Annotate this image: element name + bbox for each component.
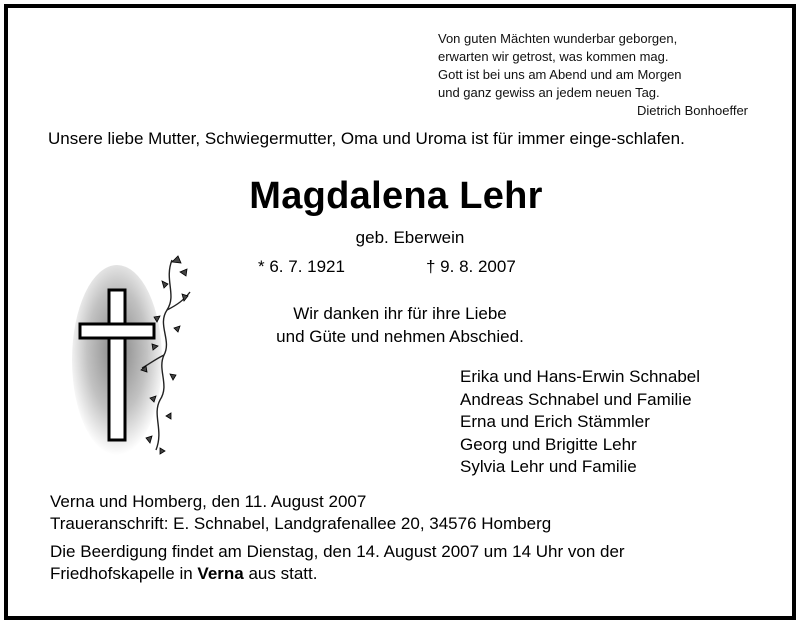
mourner-item: Sylvia Lehr und Familie bbox=[460, 457, 637, 476]
thanks-line: Wir danken ihr für ihre Liebe bbox=[293, 304, 507, 323]
intro-text: Unsere liebe Mutter, Schwiegermutter, Oma und Uroma ist für immer einge-schlafen. bbox=[48, 129, 685, 148]
thanks-line: und Güte und nehmen Abschied. bbox=[276, 327, 524, 346]
cross-with-ivy-icon bbox=[72, 250, 202, 470]
quote-line: und ganz gewiss an jedem neuen Tag. bbox=[438, 85, 660, 100]
thanks-message bbox=[0, 302, 800, 348]
place-date: Verna und Homberg, den 11. August 2007 bbox=[50, 492, 367, 511]
footer-info bbox=[50, 491, 750, 585]
burial-place: Verna bbox=[197, 564, 244, 583]
mourning-address: Traueranschrift: E. Schnabel, Landgrafenallee 20, 34576 Homberg bbox=[50, 514, 552, 533]
quote-author: Dietrich Bonhoeffer bbox=[636, 103, 748, 118]
mourner-item: Erika und Hans-Erwin Schnabel bbox=[460, 367, 701, 386]
birth-date: * 6. 7. 1921 bbox=[258, 257, 345, 276]
quote-line: Gott ist bei uns am Abend und am Morgen bbox=[438, 67, 682, 82]
burial-text-end: aus statt. bbox=[243, 564, 318, 583]
burial-notice bbox=[50, 541, 750, 585]
mourner-item: Andreas Schnabel und Familie bbox=[460, 389, 692, 409]
mourner-item: Georg und Brigitte Lehr bbox=[460, 434, 637, 454]
death-date: † 9. 8. 2007 bbox=[426, 257, 516, 276]
bonhoeffer-quote bbox=[438, 30, 748, 120]
burial-text: Die Beerdigung findet am Dienstag, den 14. August 2007 um 14 Uhr von der Friedhofskapelle in bbox=[50, 542, 625, 583]
mourner-item: Erna und Erich Stämmler bbox=[460, 412, 650, 431]
quote-line: Von guten Mächten wunderbar geborgen, bbox=[438, 31, 678, 46]
mourners-list bbox=[460, 366, 700, 479]
deceased-name: Magdalena Lehr bbox=[249, 175, 543, 217]
birth-name: geb. Eberwein bbox=[355, 228, 465, 247]
quote-line: erwarten wir getrost, was kommen mag. bbox=[438, 49, 669, 64]
